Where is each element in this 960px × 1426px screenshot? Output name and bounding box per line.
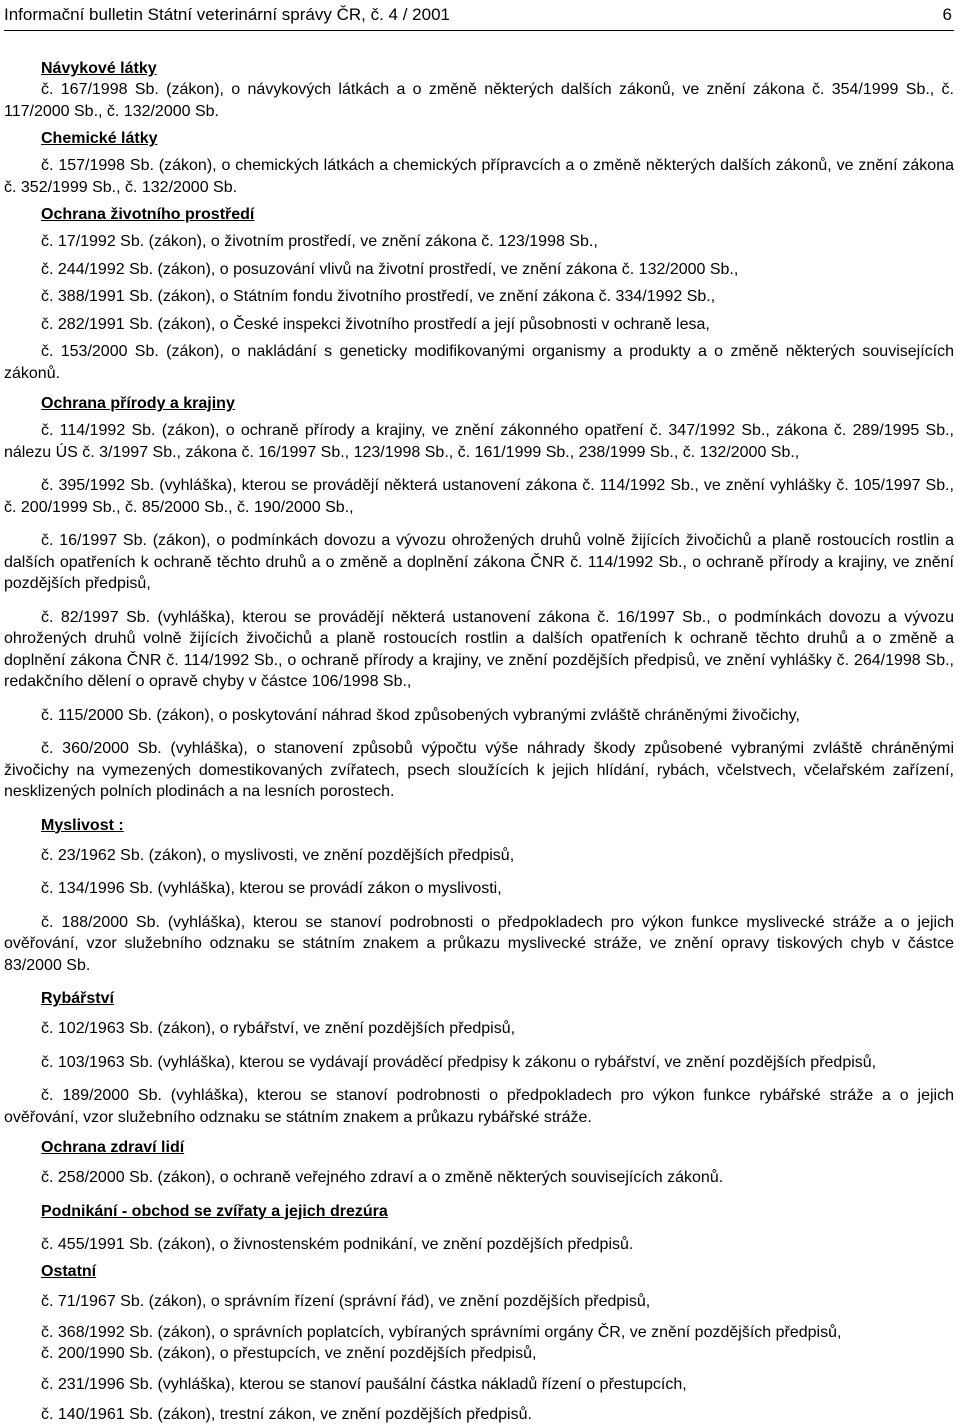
law-entry: č. 23/1962 Sb. (zákon), o myslivosti, ve znění pozdějších předpisů, [41,846,515,864]
law-entry: č. 134/1996 Sb. (vyhláška), kterou se provádí zákon o myslivosti, [41,880,502,897]
law-entry: č. 258/2000 Sb. (zákon), o ochraně veřejného zdraví a o změně některých souvisejících zákonů. [41,1169,724,1186]
law-entry: č. 140/1961 Sb. (zákon), trestní zákon, ve znění pozdějších předpisů. [41,1406,532,1423]
section-heading: Podnikání - obchod se zvířaty a jejich drezúra [41,1202,388,1220]
law-entry: č. 157/1998 Sb. (zákon), o chemických látkách a chemických přípravcích a o změně některých dalších zákonů, ve znění zákona č. 352/1999 Sb., č. 132/2000 Sb. [4,157,954,196]
law-entry: č. 167/1998 Sb. (zákon), o návykových látkách a o změně některých dalších zákonů, ve znění zákona č. 354/1999 Sb., č. 117/2000 Sb., č. 132/2000 Sb. [4,81,954,120]
law-entry: č. 200/1990 Sb. (zákon), o přestupcích, ve znění pozdějších předpisů, [41,1345,537,1362]
page-header [4,4,954,31]
section-heading: Myslivost : [41,816,124,834]
section-heading: Ostatní [41,1263,97,1280]
law-entry: č. 244/1992 Sb. (zákon), o posuzování vlivů na životní prostředí, ve znění zákona č. 132/2000 Sb., [41,260,739,278]
law-entry: č. 114/1992 Sb. (zákon), o ochraně přírody a krajiny, ve znění zákonného opatření č. 347/1992 Sb., zákona č. 289/1995 Sb., nálezu ÚS č. 3/1997 Sb., zákona č. 16/1997 Sb., 123/1998 Sb., č. 161/1999 Sb., 238/1999 Sb., č. 132/2000 Sb., [4,422,954,461]
law-entry: č. 153/2000 Sb. (zákon), o nakládání s geneticky modifikovanými organismy a produkty a o změně některých souvisejících zákonů. [4,343,954,382]
section-heading: Ochrana zdraví lidí [41,1139,185,1156]
law-entry: č. 231/1996 Sb. (vyhláška), kterou se stanoví paušální částka nákladů řízení o přestupcích, [41,1375,687,1393]
law-entry: č. 388/1991 Sb. (zákon), o Státním fondu životního prostředí, ve znění zákona č. 334/1992 Sb., [41,288,716,305]
law-entry: č. 16/1997 Sb. (zákon), o podmínkách dovozu a vývozu ohrožených druhů volně žijících živočichů a planě rostoucích rostlin a dalších opatřeních k ochraně těchto druhů a o změně a doplnění zákona ČNR č. 114/1992 Sb., o ochraně přírody a krajiny, ve znění pozdějších předpisů, [4,532,954,592]
bulletin-title: Informační bulletin Státní veterinární správy ČR, č. 4 / 2001 [4,5,450,24]
section-heading: Ochrana přírody a krajiny [41,395,235,412]
section-heading: Ochrana životního prostředí [41,206,255,223]
law-entry: č. 71/1967 Sb. (zákon), o správním řízení (správní řád), ve znění pozdějších předpisů, [41,1293,651,1310]
law-entry: č. 455/1991 Sb. (zákon), o živnostenském podnikání, ve znění pozdějších předpisů. [41,1235,634,1253]
law-entry: č. 189/2000 Sb. (vyhláška), kterou se stanoví podrobnosti o předpokladech pro výkon funkce rybářské stráže a o jejich ověřování, vzor služebního odznaku se státním znakem a průkazu rybářské stráže. [4,1087,954,1126]
law-entry: č. 395/1992 Sb. (vyhláška), kterou se provádějí některá ustanovení zákona č. 114/1992 Sb., ve znění vyhlášky č. 105/1997 Sb., č. 200/1999 Sb., č. 85/2000 Sb., č. 190/2000 Sb., [4,477,954,516]
law-entry: č. 188/2000 Sb. (vyhláška), kterou se stanoví podrobnosti o předpokladech pro výkon funkce myslivecké stráže a o jejich ověřování, vzor služebního odznaku se státním znakem a průkazu myslivecké stráže, ve znění opravy tiskových chyb v částce 83/2000 Sb. [4,913,954,974]
document-body [4,58,954,1426]
section-heading: Návykové látky [41,60,157,77]
law-entry: č. 368/1992 Sb. (zákon), o správních poplatcích, vybíraných správními orgány ČR, ve znění pozdějších předpisů, [41,1323,842,1341]
law-entry: č. 360/2000 Sb. (vyhláška), o stanovení způsobů výpočtu výše náhrady škody způsobené vybranými zvláště chráněnými živočichy na vymezených domestikovaných zvířatech, psech sloužících k jejich hlídání, rybách, včelstvech, včelařském zařízení, nesklizených polních plodinách a na lesních porostech. [4,740,954,800]
section-heading: Chemické látky [41,130,158,147]
law-entry: č. 282/1991 Sb. (zákon), o České inspekci životního prostředí a její působnosti v ochraně lesa, [41,315,710,333]
section-heading: Rybářství [41,990,114,1007]
law-entry: č. 115/2000 Sb. (zákon), o poskytování náhrad škod způsobených vybranými zvláště chráněnými živočichy, [41,706,800,724]
law-entry: č. 17/1992 Sb. (zákon), o životním prostředí, ve znění zákona č. 123/1998 Sb., [41,233,598,250]
page-number: 6 [942,5,952,24]
law-entry: č. 82/1997 Sb. (vyhláška), kterou se provádějí některá ustanovení zákona č. 16/1997 Sb., o podmínkách dovozu a vývozu ohrožených druhů volně žijících živočichů a planě rostoucích rostlin a dalších opatřeních k ochraně těchto druhů a o změně a doplnění zákona ČNR č. 114/1992 Sb., o ochraně přírody a krajiny, ve znění pozdějších předpisů, ve znění vyhlášky č. 264/1998 Sb., redakčního dělení o opravě chyby v částce 106/1998 Sb., [4,608,954,690]
law-entry: č. 103/1963 Sb. (vyhláška), kterou se vydávají prováděcí předpisy k zákonu o rybářství, ve znění pozdějších předpisů, [41,1053,877,1071]
law-entry: č. 102/1963 Sb. (zákon), o rybářství, ve znění pozdějších předpisů, [41,1020,516,1037]
